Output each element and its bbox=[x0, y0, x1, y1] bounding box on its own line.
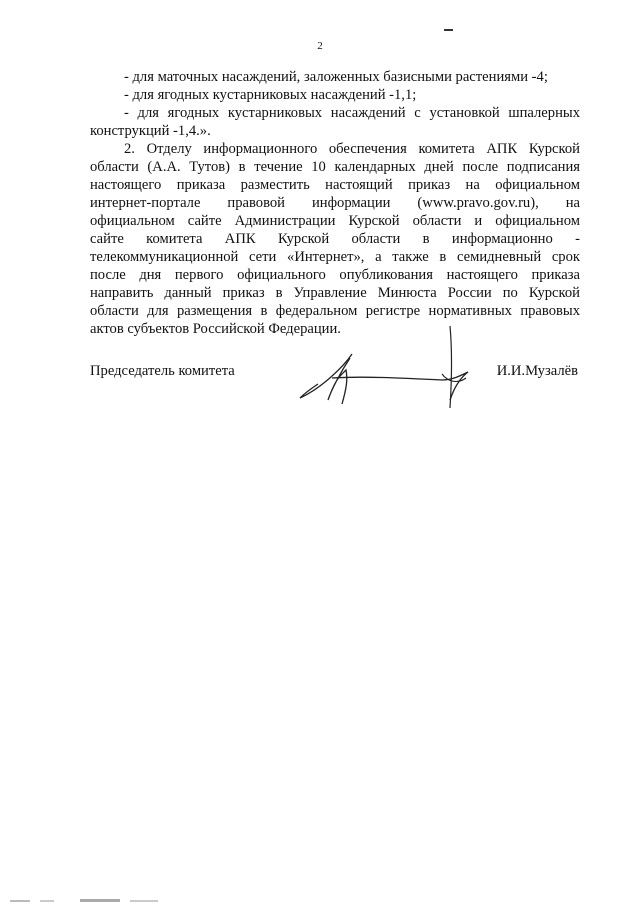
scan-speck bbox=[444, 29, 453, 31]
paragraph-2-line: телекоммуникационной сети «Интернет», а также в семидневный срок bbox=[90, 249, 580, 265]
paragraph-2-line: интернет-портале правовой информации (www.pravo.gov.ru), на bbox=[90, 195, 580, 211]
paragraph-2-line: сайте комитета АПК Курской области в информационно - bbox=[90, 231, 580, 247]
list-item-continuation: конструкций -1,4.». bbox=[90, 123, 211, 139]
list-item-berry-shrubs-trellis: - для ягодных кустарниковых насаждений с установкой шпалерных bbox=[124, 105, 580, 121]
scan-artifact bbox=[10, 899, 160, 903]
paragraph-2-line: направить данный приказ в Управление Минюста России по Курской bbox=[90, 285, 580, 301]
paragraph-2-line: области (А.А. Тутов) в течение 10 календарных дней после подписания bbox=[90, 159, 580, 175]
page-number: 2 bbox=[317, 40, 323, 52]
paragraph-2-line: актов субъектов Российской Федерации. bbox=[90, 321, 341, 337]
paragraph-2-line: области для размещения в федеральном регистре нормативных правовых bbox=[90, 303, 580, 319]
paragraph-2-line: официальном сайте Администрации Курской области и официальном bbox=[90, 213, 580, 229]
handwritten-signature bbox=[292, 318, 482, 410]
list-item-mother-plantings: - для маточных насаждений, заложенных базисными растениями -4; bbox=[124, 69, 548, 85]
signatory-name: И.И.Музалёв bbox=[496, 363, 578, 379]
list-item-berry-shrubs: - для ягодных кустарниковых насаждений -1,1; bbox=[124, 87, 417, 103]
paragraph-2-line: 2. Отделу информационного обеспечения комитета АПК Курской bbox=[124, 141, 580, 157]
paragraph-2-line: после дня первого официального опубликования настоящего приказа bbox=[90, 267, 580, 283]
paragraph-2-line: настоящего приказа разместить настоящий приказ на официальном bbox=[90, 177, 580, 193]
signatory-position: Председатель комитета bbox=[90, 363, 235, 379]
